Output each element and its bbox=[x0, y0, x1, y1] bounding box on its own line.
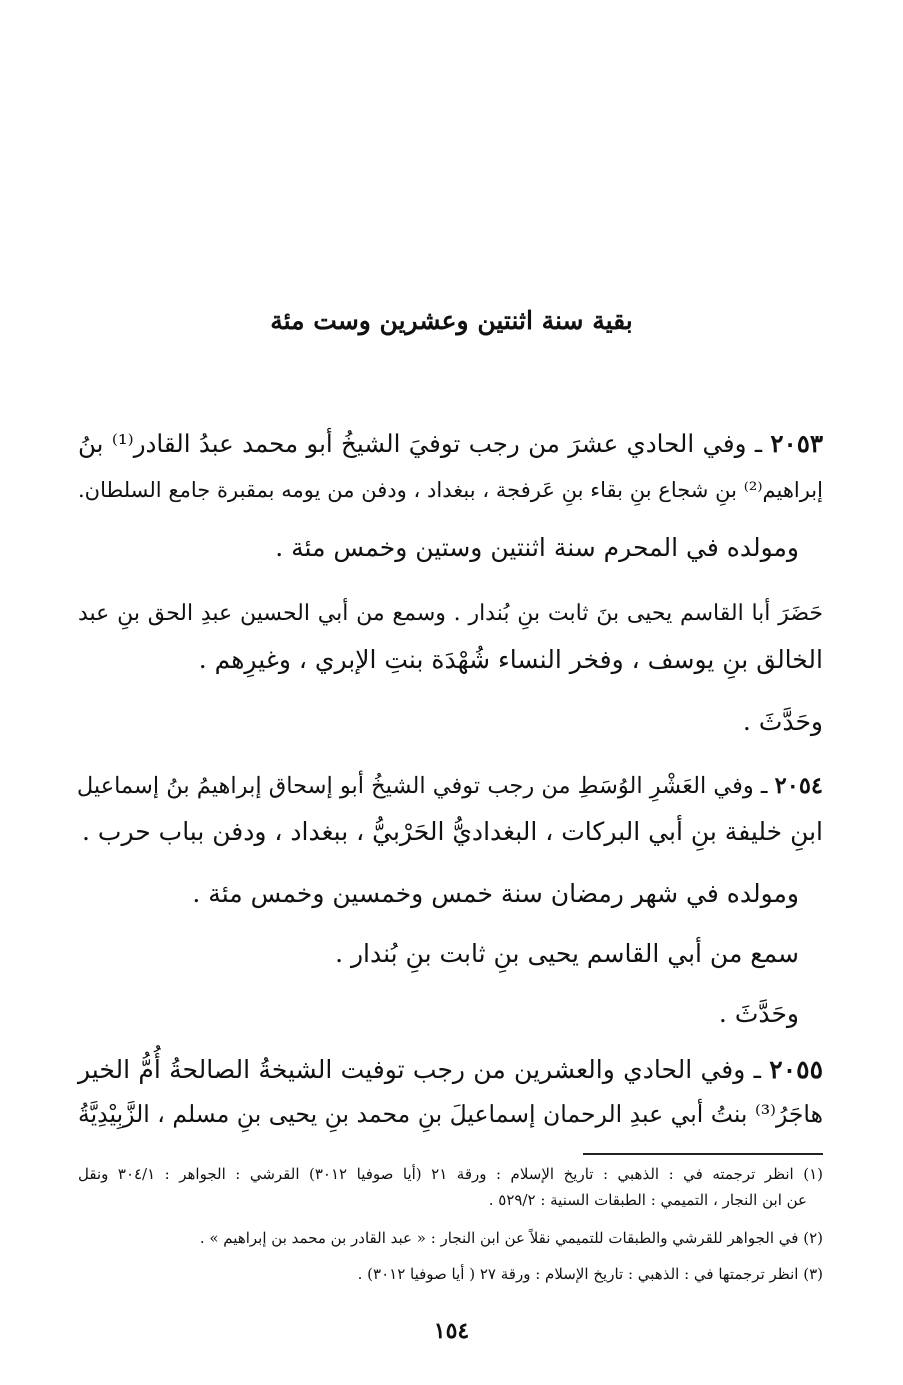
entry-text: ـ وفي العَشْرِ الوُسَطِ من رجب توفي الشيخُ أبو إسحاق إبراهيمُ بنُ إسماعيل bbox=[76, 773, 768, 799]
entry-2054-heard: سمع من أبي القاسم يحيى بنِ ثابت بنِ بُندار . bbox=[335, 939, 799, 968]
section-heading: بقية سنة اثنتين وعشرين وست مئة bbox=[270, 306, 633, 335]
entry-2054-line-1 bbox=[78, 766, 823, 806]
footnote-1: (١) انظر ترجمته في : الذهبي : تاريخ الإسلام : ورقة ٢١ (أيا صوفيا ٣٠١٢) القرشي : الجواهر : ٣٠٤/١ ونقل bbox=[78, 1165, 823, 1183]
entry-text: ـ وفي الحادي عشرَ من رجب توفيَ الشيخُ أبو محمد عبدُ القادر⁽¹⁾ بنُ bbox=[78, 429, 763, 458]
entry-2053-line-1 bbox=[78, 424, 823, 464]
entry-number: ٢٠٥٤ bbox=[774, 773, 823, 799]
entry-2053-line-5: الخالق بنِ يوسف ، وفخر النساء شُهْدَة بنتِ الإبري ، وغيرِهم . bbox=[198, 645, 823, 674]
entry-2053-birth: ومولده في المحرم سنة اثنتين وستين وخمس مئة . bbox=[275, 533, 799, 562]
entry-2054-line-2: ابنِ خليفة بنِ أبي البركات ، البغداديُّ الحَرْبيُّ ، ببغداد ، ودفن بباب حرب . bbox=[82, 817, 823, 846]
entry-2054-birth: ومولده في شهر رمضان سنة خمس وخمسين وخمس مئة . bbox=[192, 879, 799, 908]
footnote-2: (٢) في الجواهر للقرشي والطبقات للتميمي نقلاً عن ابن النجار : « عبد القادر بن محمد بن إبراهيم » . bbox=[199, 1229, 823, 1247]
entry-2053-line-2: إبراهيم⁽²⁾ بنِ شجاع بنِ بقاء بنِ عَرفجة ، ببغداد ، ودفن من يومه بمقبرة جامع السلطان. bbox=[78, 478, 823, 502]
entry-2053-narrated: وحَدَّثَ . bbox=[742, 707, 823, 736]
footnote-3: (٣) انظر ترجمتها في : الذهبي : تاريخ الإسلام : ورقة ٢٧ ( أيا صوفيا ٣٠١٢) . bbox=[357, 1265, 823, 1283]
page-number: ١٥٤ bbox=[433, 1318, 470, 1344]
entry-number: ٢٠٥٥ bbox=[769, 1055, 824, 1084]
footnote-1-continued: عن ابن النجار ، التميمي : الطبقات السنية : ٥٢٩/٢ . bbox=[488, 1191, 807, 1209]
entry-number: ٢٠٥٣ bbox=[770, 429, 824, 458]
footnote-separator bbox=[583, 1153, 823, 1155]
entry-2055-line-2: هاجَرُ⁽³⁾ بنتُ أبي عبدِ الرحمان إسماعيلَ بنِ محمد بنِ يحيى بنِ مسلم ، الزَّبِيْدِيَّةُ bbox=[78, 1100, 823, 1128]
entry-2053-line-4: حَضَرَ أبا القاسم يحيى بنَ ثابت بنِ بُندار . وسمع من أبي الحسين عبدِ الحق بنِ عبد bbox=[78, 601, 823, 626]
entry-2054-narrated: وحَدَّثَ . bbox=[718, 999, 799, 1028]
entry-text: ـ وفي الحادي والعشرين من رجب توفيت الشيخةُ الصالحةُ أُمُّ الخير bbox=[78, 1055, 761, 1084]
entry-2055-line-1 bbox=[78, 1050, 823, 1090]
